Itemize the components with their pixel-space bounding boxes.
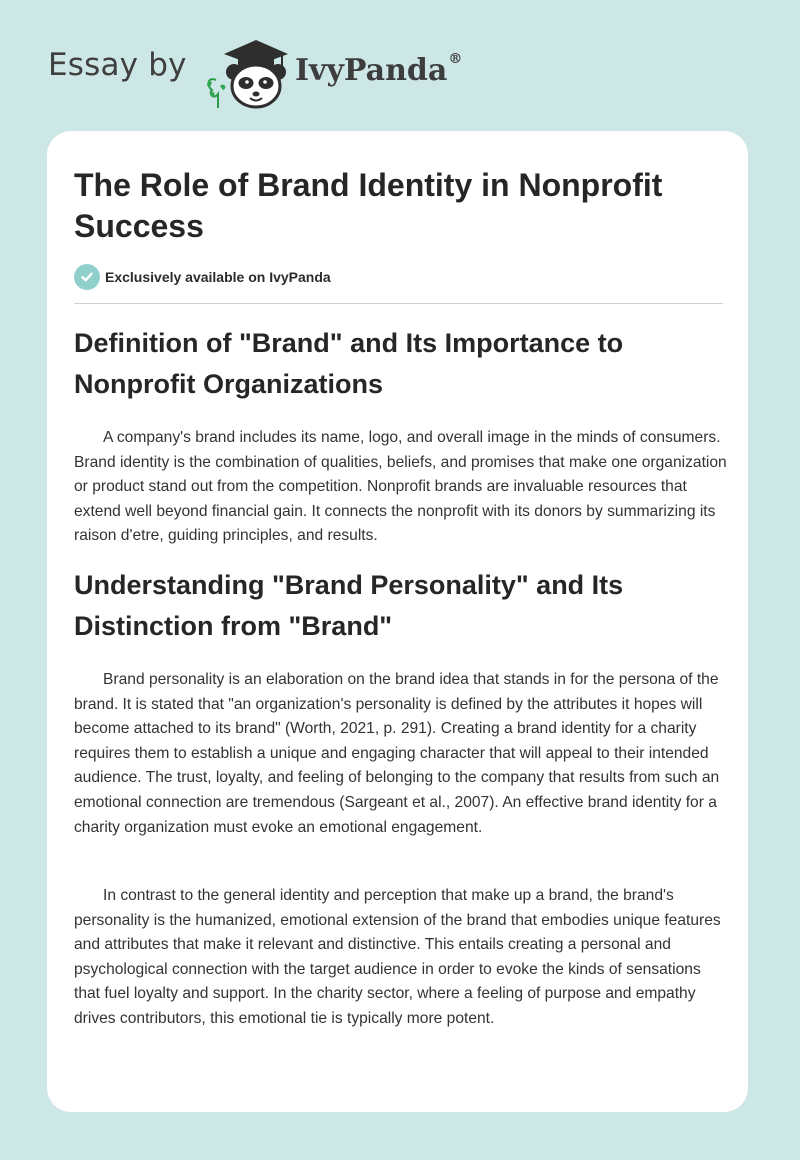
brand-text: IvyPanda: [295, 53, 448, 88]
site-header: [48, 30, 748, 110]
essay-title: The Role of Brand Identity in Nonprofit Success: [74, 167, 663, 244]
essay-card: [47, 131, 748, 1112]
paragraph: A company's brand includes its name, logo, and overall image in the minds of consumers. Brand identity is the combination of qualities, beliefs, and promises that make one organization or product stand out from the competition. Nonprofit brands are invaluable resources that extend well beyond financial gain. It connects the nonprofit with its donors by summarizing its raison d'etre, guiding principles, and results.: [74, 429, 727, 545]
divider: [74, 303, 723, 304]
ivypanda-brand-name[interactable]: [295, 53, 462, 88]
essay-by-label: Essay by: [48, 47, 187, 83]
paragraph: In contrast to the general identity and perception that make up a brand, the brand's personality is the humanized, emotional extension of the brand that embodies unique features and attributes that make it relevant and distinctive. This entails creating a personal and psychological connection with the target audience in order to evoke the kinds of sensations that fuel loyalty and support. In the charity sector, where a feeling of purpose and empathy drives contributors, this emotional tie is typically more potent.: [74, 887, 721, 1027]
registered-mark: ®: [448, 51, 463, 67]
panda-graduate-logo-icon[interactable]: [202, 36, 294, 110]
exclusive-badge: [74, 264, 331, 290]
section-heading-brand-personality: Understanding "Brand Personality" and Its Distinction from "Brand": [74, 570, 624, 641]
section-heading-brand-definition: Definition of "Brand" and Its Importance to Nonprofit Organizations: [74, 328, 624, 399]
check-circle-icon: [74, 264, 100, 290]
paragraph: Brand personality is an elaboration on the brand idea that stands in for the persona of the brand. It is stated that "an organization's personality is defined by the attributes it hopes will become attached to its brand" (Worth, 2021, p. 291). Creating a brand identity for a charity requires them to establish a unique and engaging character that will appeal to their intended audience. The trust, loyalty, and feeling of belonging to the company that results from such an emotional connection are tremendous (Sargeant et al., 2007). An effective brand identity for a charity organization must evoke an emotional engagement.: [74, 671, 720, 836]
exclusive-label: Exclusively available on IvyPanda: [105, 269, 331, 285]
